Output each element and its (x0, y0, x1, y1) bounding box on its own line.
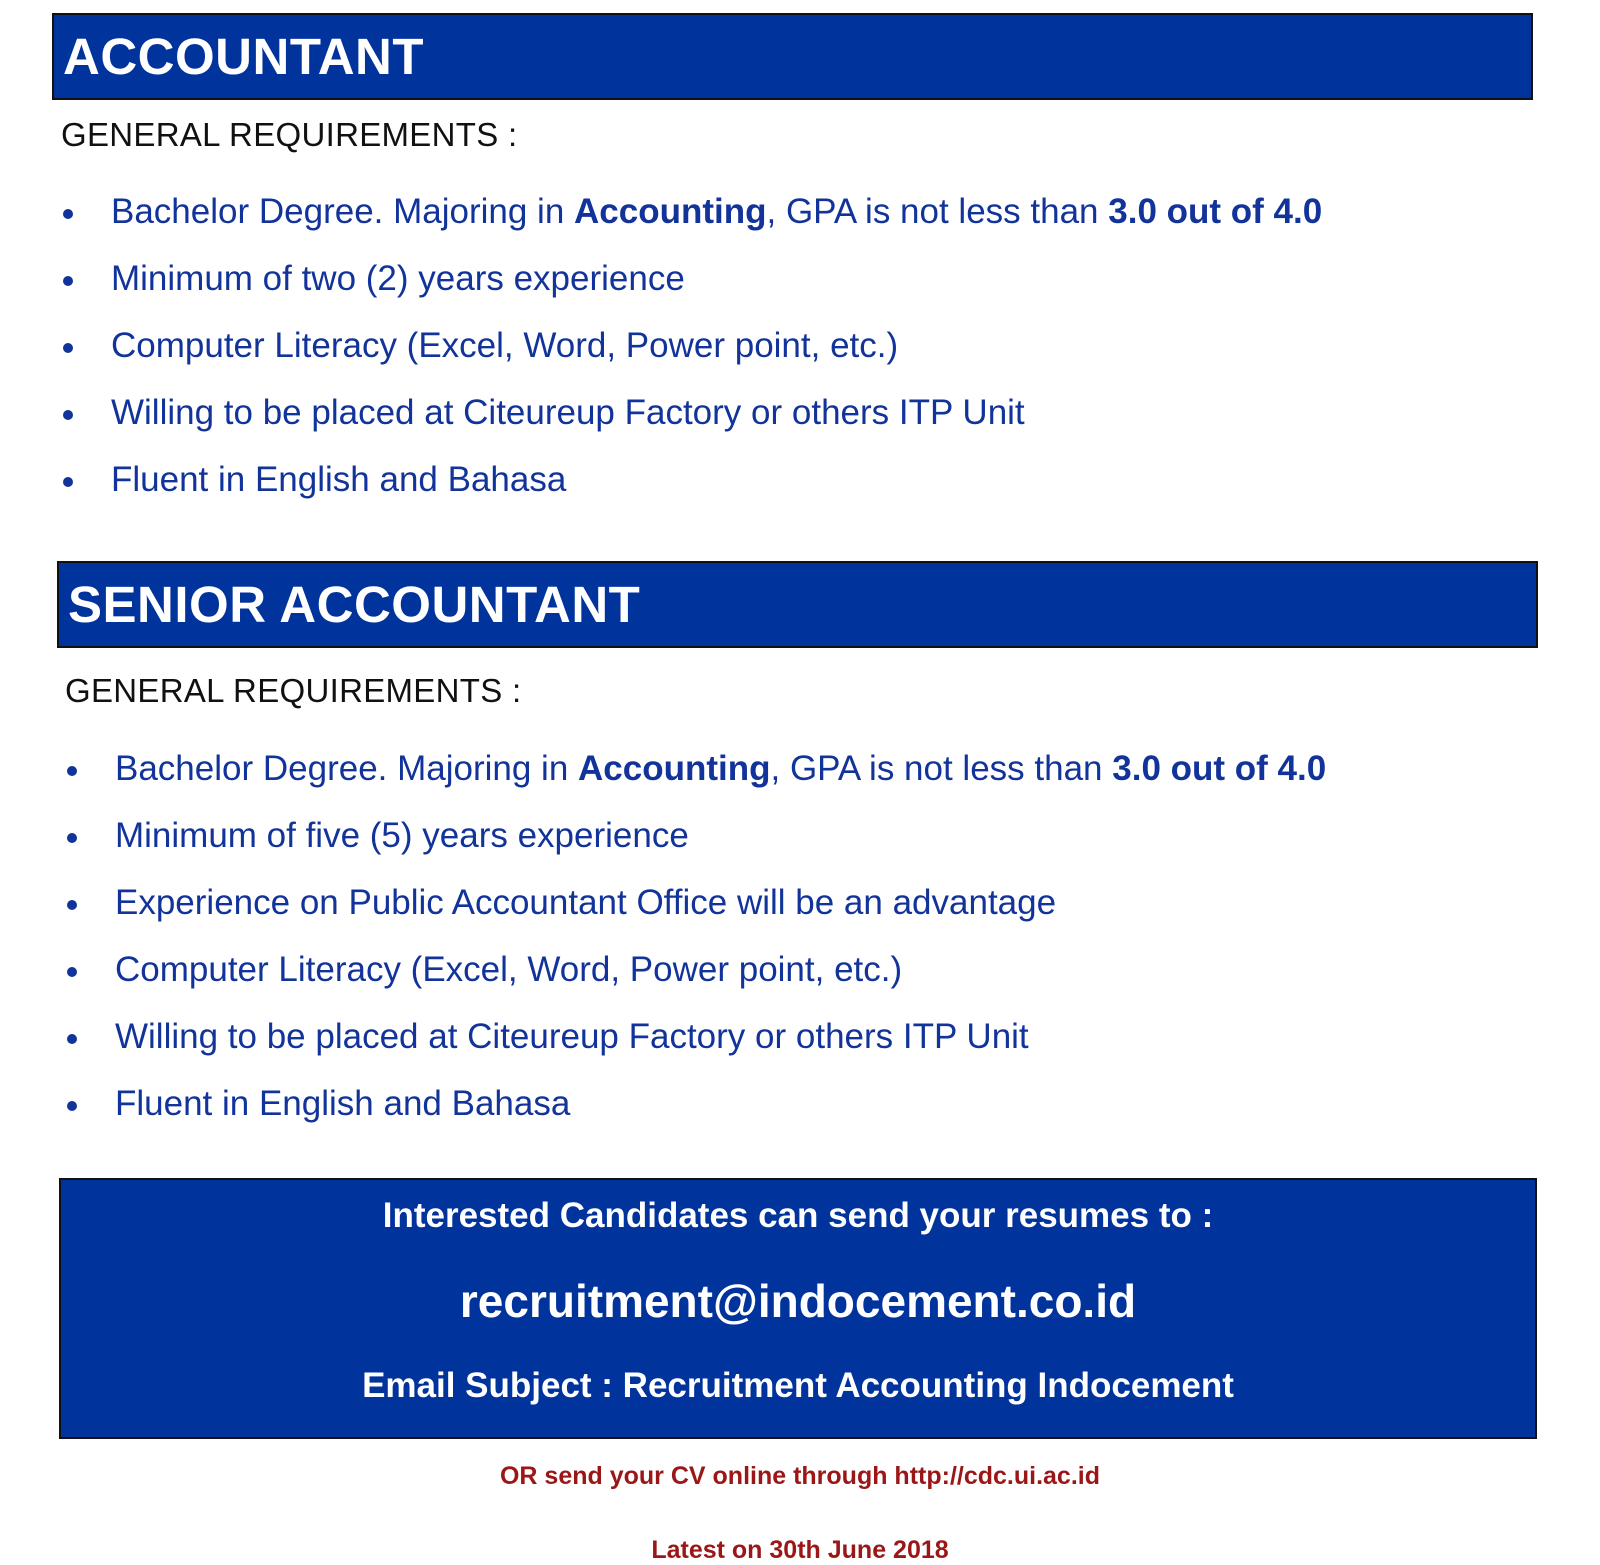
contact-box (59, 1178, 1537, 1439)
requirement-emphasis: 3.0 out of 4.0 (1112, 749, 1327, 788)
requirement-text: , GPA is not less than (770, 749, 1113, 788)
requirement-item (65, 948, 1326, 1015)
requirement-item (61, 324, 1322, 391)
requirement-text: Minimum of five (5) years experience (115, 816, 689, 855)
requirement-emphasis: 3.0 out of 4.0 (1108, 192, 1323, 231)
requirement-item (65, 814, 1326, 881)
accountant-title-banner (52, 13, 1533, 100)
accountant-requirements-list (61, 190, 1322, 525)
requirement-text: Minimum of two (2) years experience (111, 259, 685, 298)
senior-accountant-title: SENIOR ACCOUNTANT (68, 576, 641, 633)
requirement-item (65, 1015, 1326, 1082)
senior-accountant-requirements-list (65, 747, 1326, 1149)
requirement-item (61, 391, 1322, 458)
contact-intro: Interested Candidates can send your resumes to : (382, 1196, 1214, 1235)
requirement-item (61, 458, 1322, 525)
requirement-text: Computer Literacy (Excel, Word, Power point, etc.) (115, 950, 903, 989)
accountant-requirements-heading: GENERAL REQUIREMENTS : (61, 116, 518, 153)
requirement-text: Bachelor Degree. Majoring in (115, 749, 579, 788)
requirement-text: Willing to be placed at Citeureup Factory or others ITP Unit (115, 1017, 1029, 1056)
requirement-text: Bachelor Degree. Majoring in (111, 192, 575, 231)
requirement-text: , GPA is not less than (766, 192, 1109, 231)
requirement-item (61, 257, 1322, 324)
application-deadline: Latest on 30th June 2018 (651, 1536, 949, 1564)
requirement-text: Experience on Public Accountant Office will be an advantage (115, 883, 1057, 922)
requirement-item (65, 881, 1326, 948)
requirement-item (61, 190, 1322, 257)
online-cv-note: OR send your CV online through http://cdc.ui.ac.id (499, 1462, 1100, 1490)
requirement-text: Computer Literacy (Excel, Word, Power point, etc.) (111, 326, 899, 365)
requirement-item (65, 1082, 1326, 1149)
requirement-emphasis: Accounting (578, 749, 771, 788)
requirement-text: Willing to be placed at Citeureup Factory or others ITP Unit (111, 393, 1025, 432)
accountant-title: ACCOUNTANT (63, 28, 425, 85)
contact-email-subject: Email Subject : Recruitment Accounting Indocement (362, 1366, 1234, 1405)
senior-accountant-title-banner (57, 561, 1538, 648)
contact-email[interactable]: recruitment@indocement.co.id (459, 1275, 1137, 1327)
requirement-text: Fluent in English and Bahasa (115, 1084, 571, 1123)
requirement-emphasis: Accounting (574, 192, 767, 231)
requirement-text: Fluent in English and Bahasa (111, 460, 567, 499)
requirement-item (65, 747, 1326, 814)
senior-accountant-requirements-heading: GENERAL REQUIREMENTS : (65, 672, 522, 709)
